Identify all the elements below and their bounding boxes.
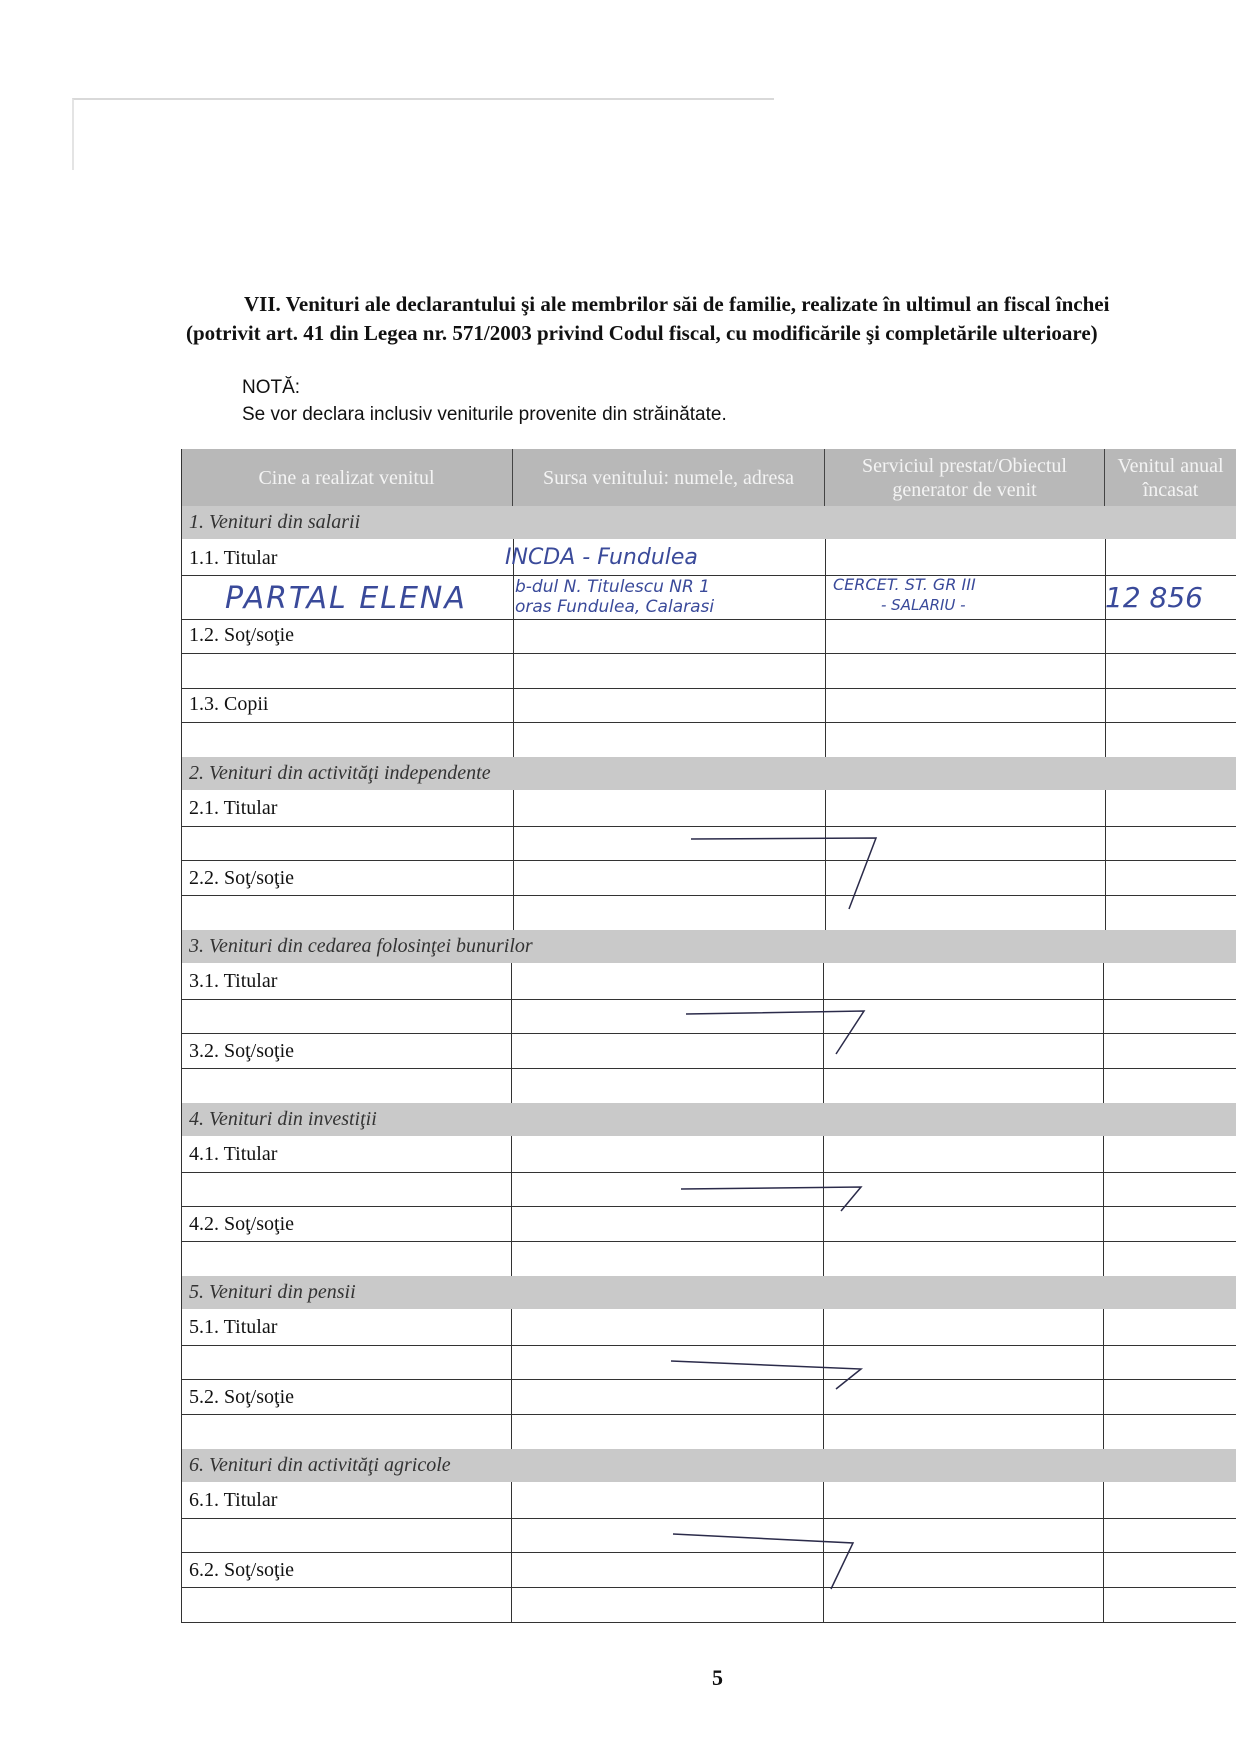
row-label: 2.2. Soţ/soţie xyxy=(189,867,295,889)
dash-mark-section-5 xyxy=(671,1361,861,1389)
section-title-5: 5. Venituri din pensii xyxy=(181,1276,1236,1309)
dash-mark-section-3 xyxy=(686,1011,864,1054)
handwritten-service-2: - SALARIU - xyxy=(881,596,966,614)
handwritten-source-2: b-dul N. Titulescu NR 1 xyxy=(515,577,711,597)
heading-line-1: VII. Venituri ale declarantului şi ale membrilor săi de familie, realizate în ultimul an fiscal închei xyxy=(244,292,1110,316)
row-label: 5.1. Titular xyxy=(189,1316,278,1338)
dash-mark-section-4 xyxy=(681,1187,861,1211)
handwritten-source-1: INCDA - Fundulea xyxy=(505,545,698,570)
row-label: 6.2. Soţ/soţie xyxy=(189,1559,295,1581)
section-title-4: 4. Venituri din investiţii xyxy=(181,1103,1236,1136)
note-block xyxy=(242,374,727,428)
section-title-6: 6. Venituri din activităţi agricole xyxy=(181,1449,1236,1482)
dash-mark-section-2 xyxy=(691,838,876,909)
note-title: NOTĂ: xyxy=(242,377,301,398)
row-label: 4.1. Titular xyxy=(189,1143,278,1165)
header-cell-service: Serviciul prestat/Obiectul generator de venit xyxy=(825,449,1105,506)
row-label: 1.1. Titular xyxy=(189,547,278,569)
row-label: 3.2. Soţ/soţie xyxy=(189,1040,295,1062)
section-title-1: 1. Venituri din salarii xyxy=(181,506,1236,539)
handwritten-source-3: oras Fundulea, Calarasi xyxy=(515,597,715,617)
page-number: 5 xyxy=(712,1665,723,1690)
section-title-3: 3. Venituri din cedarea folosinţei bunurilor xyxy=(181,930,1236,963)
header-cell-income: Venitul anual încasat xyxy=(1105,449,1236,506)
handwritten-name: PARTAL ELENA xyxy=(225,581,467,616)
row-label: 6.1. Titular xyxy=(189,1489,278,1511)
row-label: 2.1. Titular xyxy=(189,797,278,819)
header-cell-who: Cine a realizat venitul xyxy=(181,449,513,506)
header-cell-source: Sursa venitului: numele, adresa xyxy=(513,449,825,506)
handwritten-service-1: CERCET. ST. GR III xyxy=(833,575,976,594)
scan-artifact xyxy=(72,98,774,170)
section-title-2: 2. Venituri din activităţi independente xyxy=(181,757,1236,790)
row-label: 1.2. Soţ/soţie xyxy=(189,624,295,646)
dash-mark-section-6 xyxy=(673,1534,853,1589)
row-label: 3.1. Titular xyxy=(189,970,278,992)
note-text: Se vor declara inclusiv veniturile provenite din străinătate. xyxy=(242,404,727,425)
row-label: 1.3. Copii xyxy=(189,693,269,715)
handwritten-dash-marks xyxy=(181,449,1236,1629)
income-table xyxy=(181,449,1236,1629)
handwritten-amount: 12 856 xyxy=(1105,581,1203,614)
row-label: 4.2. Soţ/soţie xyxy=(189,1213,295,1235)
row-label: 5.2. Soţ/soţie xyxy=(189,1386,295,1408)
section-heading xyxy=(186,290,1236,348)
heading-line-2: (potrivit art. 41 din Legea nr. 571/2003 privind Codul fiscal, cu modificările şi completările ulterioare) xyxy=(186,321,1098,345)
